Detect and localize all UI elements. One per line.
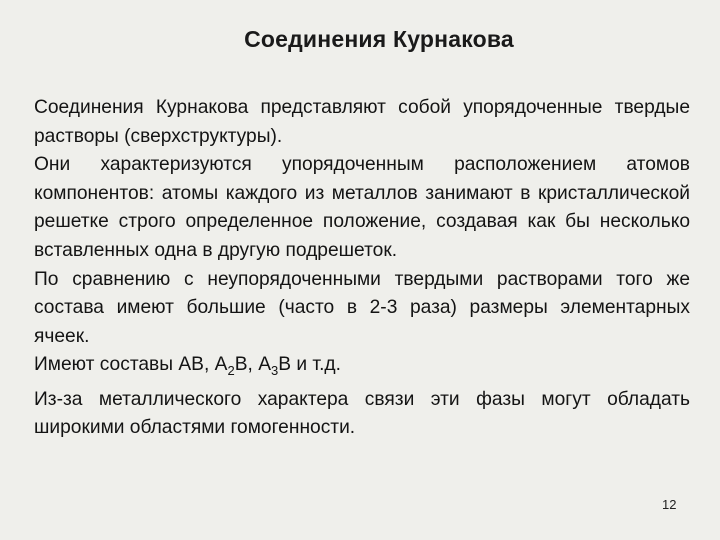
formula-a2b xyxy=(214,354,248,379)
compositions-suffix: и т.д. xyxy=(291,354,341,376)
slide-title: Соединения Курнакова xyxy=(244,26,514,52)
paragraph-compositions xyxy=(34,351,690,385)
formula-separator: , xyxy=(203,354,215,376)
paragraph-cell-size: По сравнению с неупорядоченными твердыми растворами того же состава имеют большие (часто в 2-3 раза) размеры элементарных ячеек. xyxy=(34,268,690,347)
formula-a3b xyxy=(258,354,292,379)
formula-a3b-a: А xyxy=(258,354,271,376)
paragraph-ordering: Они характеризуются упорядоченным расположением атомов компонентов: атомы каждого из металлов занимают в кристаллической решетке строго определенное положение, создавая как бы несколько вставленных одна в другую подрешеток. xyxy=(34,154,690,261)
paragraph-definition: Соединения Курнакова представляют собой упорядоченные твердые растворы (сверхструктуры). xyxy=(34,97,690,147)
formula-a2b-a: А xyxy=(214,354,228,376)
formula-a3b-b: В xyxy=(278,354,292,376)
paragraph-homogeneity: Из-за металлического характера связи эти фазы могут обладать широкими областями гомогенности. xyxy=(34,388,690,439)
compositions-prefix: Имеют составы xyxy=(34,354,179,376)
formula-a3b-subscript: 3 xyxy=(271,363,279,379)
page-number: 12 xyxy=(662,497,677,512)
formula-separator: , xyxy=(247,354,259,376)
formula-a2b-b: В xyxy=(234,354,248,376)
slide-body xyxy=(34,94,690,443)
formula-ab: АВ xyxy=(178,354,204,376)
formula-a2b-subscript: 2 xyxy=(227,363,235,379)
